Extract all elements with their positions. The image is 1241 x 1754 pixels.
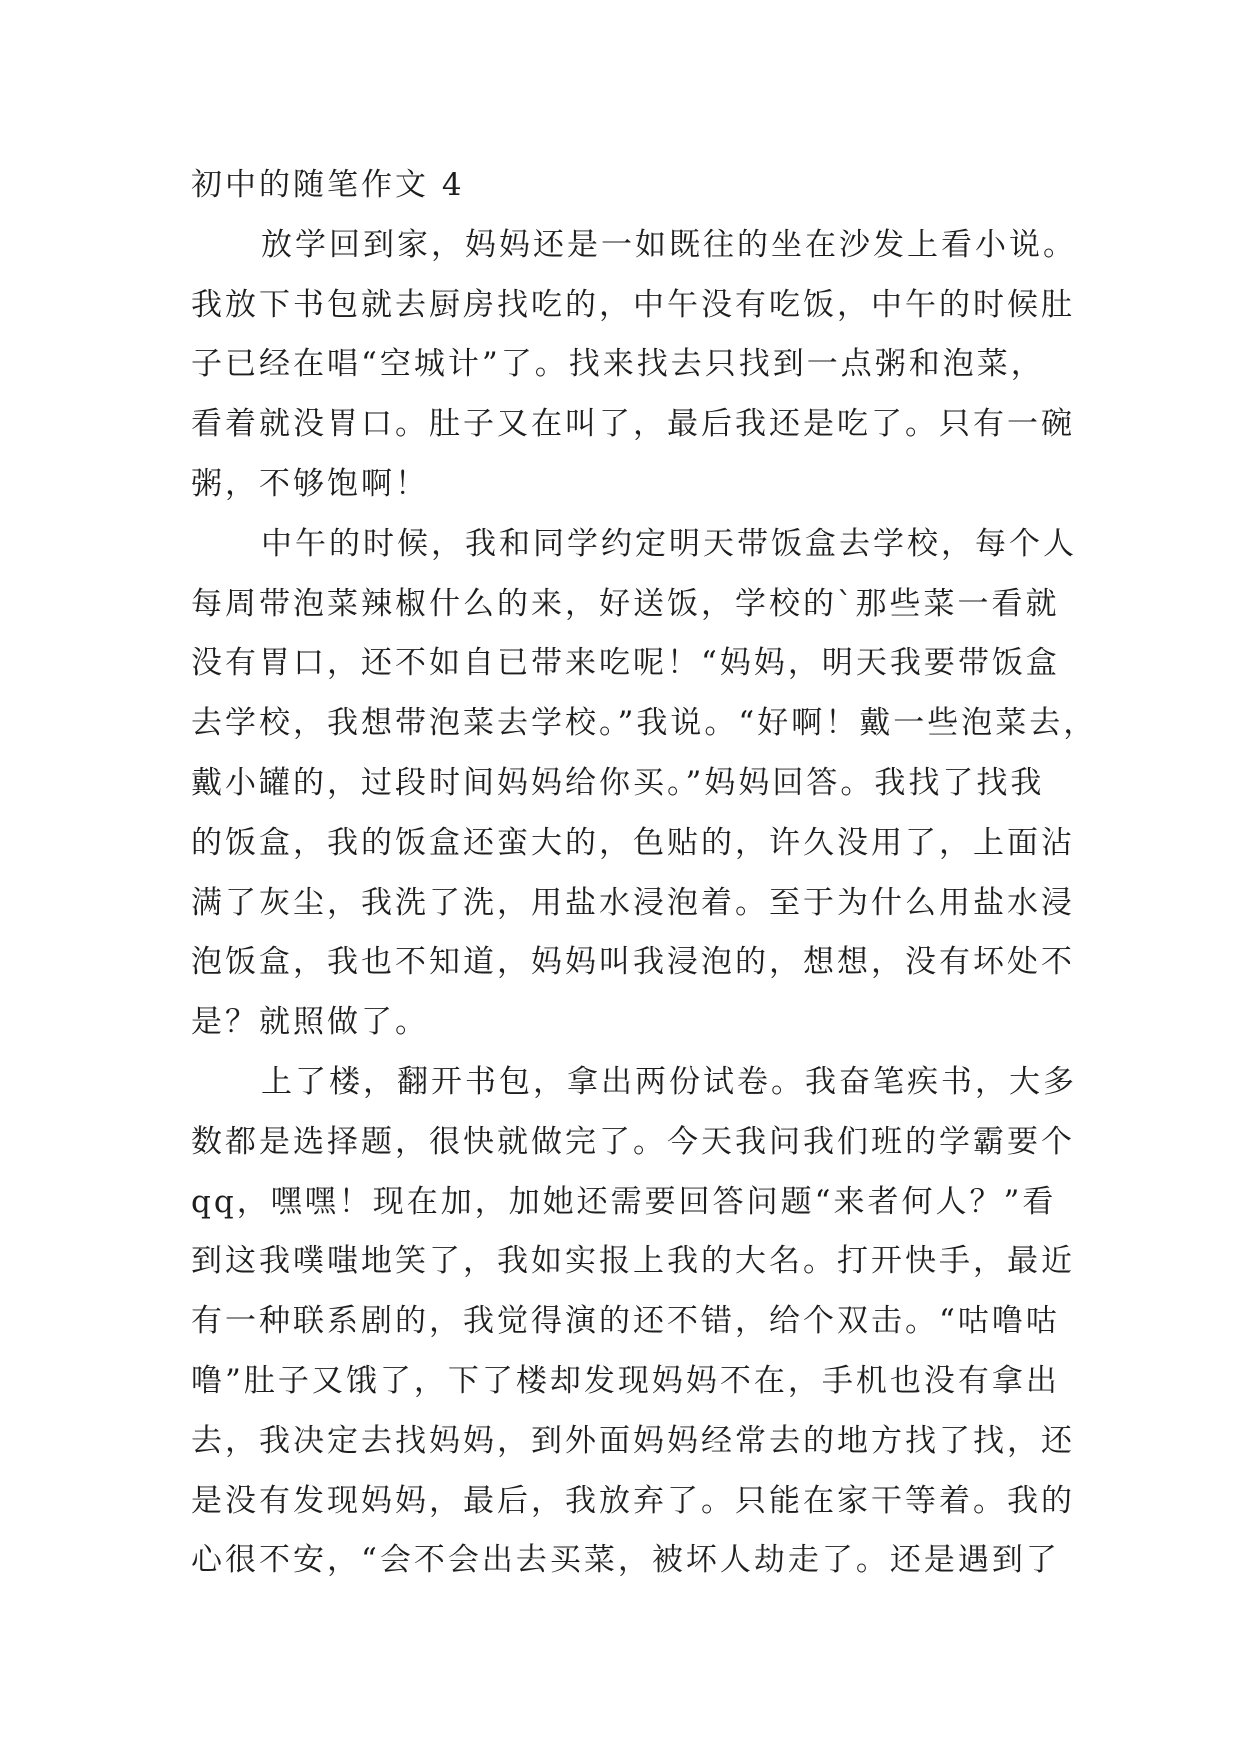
text-line: 是？就照做了。 [191,1004,429,1041]
text-line: 戴小罐的，过段时间妈妈给你买。”妈妈回答。我找了找我 [191,764,1045,801]
text-line: 看着就没胃口。肚子又在叫了，最后我还是吃了。只有一碗 [191,406,1075,443]
text-line: 的饭盒，我的饭盒还蛮大的，色贴的，许久没用了，上面沾 [191,824,1075,861]
text-line: 到这我噗嗤地笑了，我如实报上我的大名。打开快手，最近 [191,1243,1075,1280]
document-title: 初中的随笔作文 4 [191,167,465,203]
paragraph-2 [191,515,1151,1053]
text-line: 有一种联系剧的，我觉得演的还不错，给个双击。“咕噜咕 [191,1303,1060,1340]
text-line: 泡饭盒，我也不知道，妈妈叫我浸泡的，想想，没有坏处不 [191,944,1075,981]
text-line: 去，我决定去找妈妈，到外面妈妈经常去的地方找了找，还 [191,1422,1075,1459]
text-line: 我放下书包就去厨房找吃的，中午没有吃饭，中午的时候肚 [191,286,1075,323]
text-line: 粥，不够饱啊！ [191,465,429,502]
text-line: 是没有发现妈妈，最后，我放弃了。只能在家干等着。我的 [191,1482,1075,1519]
text-line: 每周带泡菜辣椒什么的来，好送饭，学校的`那些菜一看就 [191,585,1060,622]
text-line: 噜”肚子又饿了，下了楼却发现妈妈不在，手机也没有拿出 [191,1362,1060,1399]
text-line: qq，嘿嘿！现在加，加她还需要回答问题“来者何人？”看 [191,1183,1057,1220]
text-line: 中午的时候，我和同学约定明天带饭盒去学校，每个人 [261,525,1077,562]
text-line: 放学回到家，妈妈还是一如既往的坐在沙发上看小说。 [261,226,1077,263]
text-line: 数都是选择题，很快就做完了。今天我问我们班的学霸要个 [191,1123,1075,1160]
text-line: 去学校，我想带泡菜去学校。”我说。“好啊！戴一些泡菜去， [191,705,1098,742]
text-line: 满了灰尘，我洗了洗，用盐水浸泡着。至于为什么用盐水浸 [191,884,1075,921]
paragraph-1 [191,216,1151,515]
text-line: 没有胃口，还不如自已带来吃呢！“妈妈，明天我要带饭盒 [191,645,1060,682]
text-line: 上了楼，翻开书包，拿出两份试卷。我奋笔疾书，大多 [261,1063,1077,1100]
paragraph-3 [191,1053,1151,1591]
text-line: 子已经在唱“空城计”了。找来找去只找到一点粥和泡菜， [191,346,1045,383]
text-line: 心很不安，“会不会出去买菜，被坏人劫走了。还是遇到了 [191,1542,1060,1579]
document-page [191,156,1151,1591]
